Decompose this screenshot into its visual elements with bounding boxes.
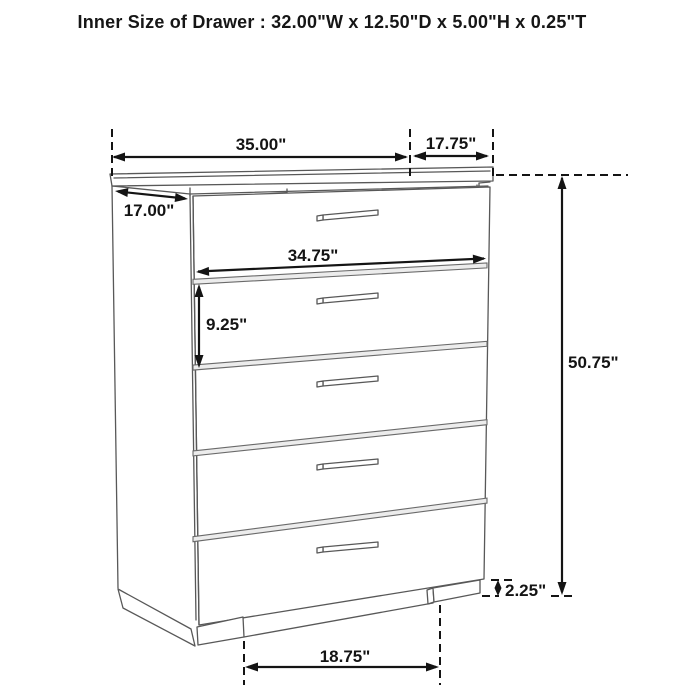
dim-label-base-height: 2.25" bbox=[505, 581, 547, 600]
dim-base-height bbox=[495, 580, 547, 600]
dim-top-depth bbox=[413, 134, 489, 161]
dim-overall-height bbox=[558, 176, 619, 595]
diagram-title: Inner Size of Drawer : 32.00"W x 12.50"D x 5.00"H x 0.25"T bbox=[77, 12, 587, 32]
dim-top-width bbox=[112, 135, 408, 162]
side-panel bbox=[112, 186, 118, 588]
dim-label-top-width: 35.00" bbox=[235, 135, 287, 154]
dim-label-side-depth: 17.00" bbox=[123, 201, 175, 220]
chest-outline bbox=[110, 167, 493, 646]
dim-label-overall-height: 50.75" bbox=[568, 353, 619, 372]
dim-label-leg-spacing: 18.75" bbox=[319, 647, 371, 666]
dim-label-top-depth: 17.75" bbox=[425, 134, 477, 153]
dim-label-drawer-width: 34.75" bbox=[287, 246, 339, 265]
dim-leg-spacing bbox=[245, 647, 439, 672]
plinth-side bbox=[118, 589, 195, 646]
front-face bbox=[193, 187, 490, 625]
dim-label-drawer-height: 9.25" bbox=[206, 315, 248, 334]
